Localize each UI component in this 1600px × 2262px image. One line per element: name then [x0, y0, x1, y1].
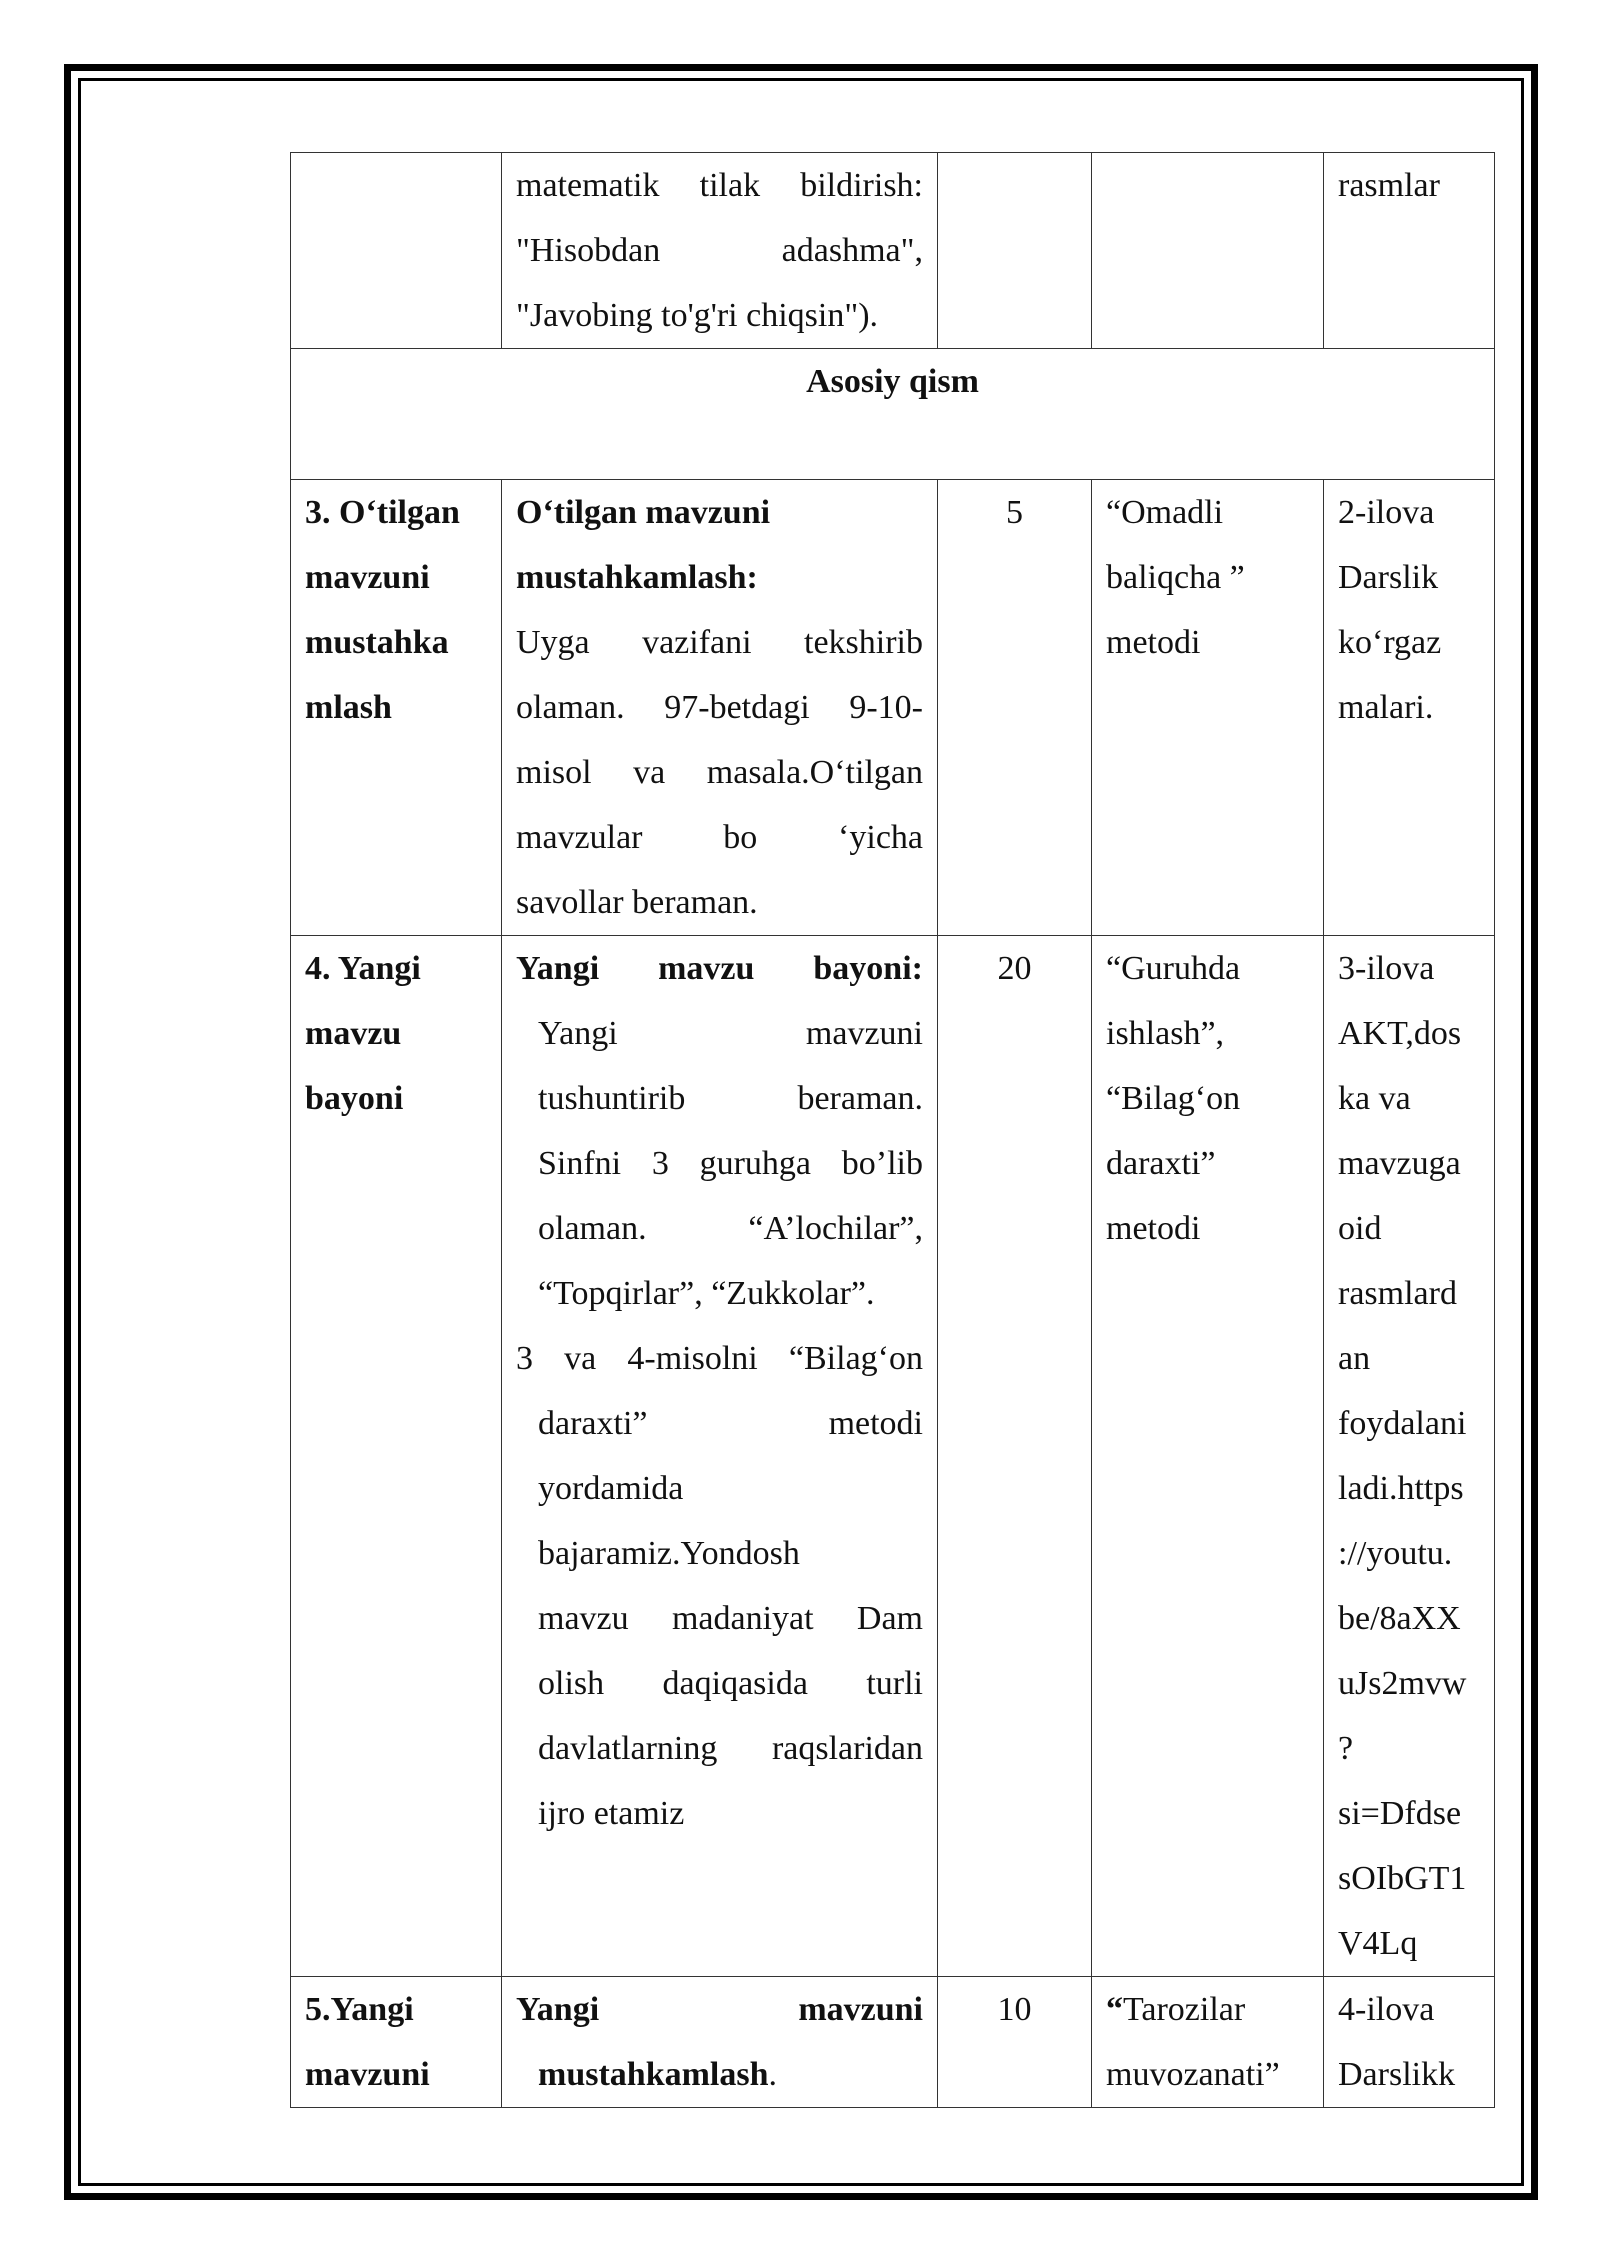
- content-line: davlatlarning raqslaridan: [538, 1730, 923, 1767]
- content-line: matematik tilak bildirish:: [516, 167, 923, 204]
- content-line: “Topqirlar”, “Zukkolar”.: [538, 1275, 875, 1312]
- resources-line: V4Lq: [1338, 1925, 1418, 1962]
- minutes-cell: 20: [938, 936, 1092, 1977]
- resources-cell: [1324, 936, 1495, 1977]
- resources-line: AKT,dos: [1338, 1015, 1462, 1052]
- content-heading: Yangi mavzu bayoni:: [516, 950, 923, 987]
- content-line: misol va masala.O‘tilgan: [516, 754, 923, 791]
- content-line: daraxti” metodi: [538, 1405, 923, 1442]
- content-heading-2-suffix: .: [768, 2056, 778, 2093]
- content-heading-2: mustahkamlash: [538, 2056, 769, 2093]
- content-cell: [502, 480, 938, 936]
- content-line: olaman. 97-betdagi 9-10-: [516, 689, 923, 726]
- content-line: tushuntirib beraman.: [538, 1080, 923, 1117]
- method-cell: [1092, 153, 1324, 349]
- method-cell: “Omadli baliqcha ” metodi: [1092, 480, 1324, 936]
- content-heading: Yangi mavzuni: [516, 1991, 923, 2028]
- resources-line: ?: [1338, 1730, 1354, 1767]
- resources-line: an: [1338, 1340, 1371, 1377]
- method-quote: “: [1106, 1991, 1123, 2028]
- method-cell: [1092, 1977, 1324, 2108]
- stage-cell: 3. O‘tilgan mavzuni mustahka mlash: [291, 480, 502, 936]
- resources-cell: rasmlar: [1324, 153, 1495, 349]
- content-line: Yangi mavzuni: [538, 1015, 923, 1052]
- content-line: yordamida: [538, 1470, 684, 1507]
- resources-line: sOIbGT1: [1338, 1860, 1467, 1897]
- resources-line: rasmlard: [1338, 1275, 1457, 1312]
- table-row: [291, 936, 1495, 1977]
- content-line: savollar beraman.: [516, 884, 758, 921]
- resources-line: si=Dfdse: [1338, 1795, 1462, 1832]
- content-line: mavzular bo ‘yicha: [516, 819, 923, 856]
- resources-line: uJs2mvw: [1338, 1665, 1467, 1702]
- stage-cell: 4. Yangi mavzu bayoni: [291, 936, 502, 1977]
- stage-cell: 5.Yangi mavzuni: [291, 1977, 502, 2108]
- content-line: [516, 2042, 923, 2107]
- minutes-cell: 10: [938, 1977, 1092, 2108]
- stage-cell: [291, 153, 502, 349]
- content-cell: [502, 1977, 938, 2108]
- method-cell: “Guruhda ishlash”, “Bilag‘on daraxti” metodi: [1092, 936, 1324, 1977]
- content-line: "Hisobdan adashma",: [516, 232, 923, 269]
- method-text: Tarozilar muvozanati”: [1106, 1991, 1280, 2093]
- content-cell: [502, 153, 938, 349]
- content-line: Sinfni 3 guruhga bo’lib: [538, 1145, 923, 1182]
- table-row: [291, 480, 1495, 936]
- resources-line: ://youtu.: [1338, 1535, 1453, 1572]
- content-cell: [502, 936, 938, 1977]
- content-line: Uyga vazifani tekshirib: [516, 624, 923, 661]
- table-row: [291, 349, 1495, 480]
- content-heading: O‘tilgan mavzuni mustahkamlash:: [516, 494, 771, 596]
- content-line: mavzu madaniyat Dam: [538, 1600, 923, 1637]
- resources-cell: 2-ilova Darslik ko‘rgaz malari.: [1324, 480, 1495, 936]
- resources-line: mavzuga: [1338, 1145, 1461, 1182]
- resources-line: oid: [1338, 1210, 1382, 1247]
- content-line: bajaramiz.Yondosh: [538, 1535, 800, 1572]
- section-title: Asosiy qism: [291, 349, 1495, 480]
- resources-line: be/8aXX: [1338, 1600, 1461, 1637]
- minutes-cell: 5: [938, 480, 1092, 936]
- table-row: [291, 153, 1495, 349]
- content-line: olish daqiqasida turli: [538, 1665, 923, 1702]
- resources-line: 3-ilova: [1338, 950, 1435, 987]
- lesson-plan-table: [290, 152, 1495, 2108]
- resources-cell: 4-ilova Darslikk: [1324, 1977, 1495, 2108]
- content-line: ijro etamiz: [538, 1795, 685, 1832]
- resources-line: ladi.https: [1338, 1470, 1464, 1507]
- content-line: olaman. “A’lochilar”,: [538, 1210, 923, 1247]
- resources-line: ka va: [1338, 1080, 1411, 1117]
- content-line: 3 va 4-misolni “Bilag‘on: [516, 1340, 923, 1377]
- resources-line: foydalani: [1338, 1405, 1467, 1442]
- content-line: "Javobing to'g'ri chiqsin").: [516, 297, 879, 334]
- table-row: [291, 1977, 1495, 2108]
- minutes-cell: [938, 153, 1092, 349]
